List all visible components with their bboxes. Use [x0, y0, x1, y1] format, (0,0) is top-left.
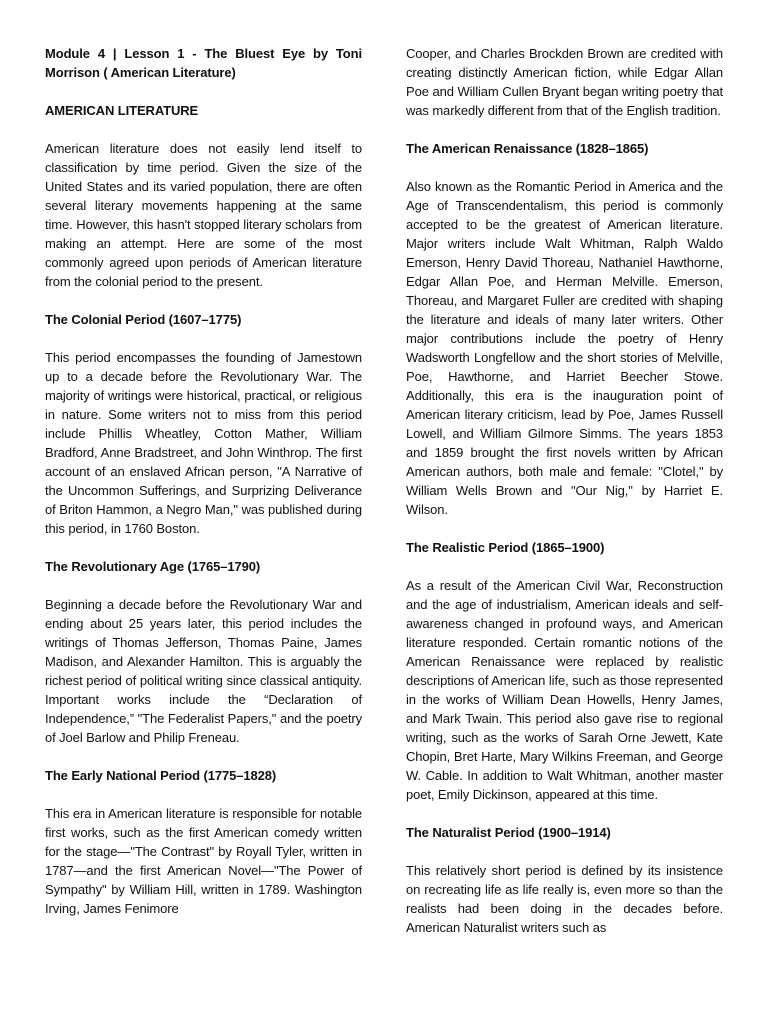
left-column — [45, 44, 362, 918]
section-heading-realistic: The Realistic Period (1865–1900) — [406, 540, 605, 555]
section-body-revolutionary: Beginning a decade before the Revolutionary War and ending about 25 years later, this period includes the writings of Thomas Jefferson, Thomas Paine, James Madison, and Alexander Hamilton. This is arguably the richest period of political writing since classical antiquity. Important works include the “Declaration of Independence,” "The Federalist Papers," and the poetry of Joel Barlow and Philip Freneau. — [45, 597, 362, 745]
section-body-colonial: This period encompasses the founding of Jamestown up to a decade before the Revolutionary War. The majority of writings were historical, practical, or religious in nature. Some writers not to miss from this period include Phillis Wheatley, Cotton Mather, William Bradford, Anne Bradstreet, and John Winthrop. The first account of an enslaved African person, "A Narrative of the Uncommon Sufferings, and Surprizing Deliverance of Briton Hammon, a Negro Man," was published during this period, in 1760 Boston. — [45, 350, 362, 536]
document-title: Module 4 | Lesson 1 - The Bluest Eye by Toni Morrison ( American Literature) — [45, 46, 362, 80]
section-heading-renaissance: The American Renaissance (1828–1865) — [406, 141, 649, 156]
section-heading-colonial: The Colonial Period (1607–1775) — [45, 312, 242, 327]
intro-paragraph: American literature does not easily lend itself to classification by time period. Given the size of the United States and its varied population, there are often several literary movements happening at the same time. However, this hasn't stopped literary scholars from making an attempt. Here are some of the most commonly agreed upon periods of American literature from the colonial period to the present. — [45, 141, 362, 289]
section-body-early-national-part2: Cooper, and Charles Brockden Brown are credited with creating distinctly American fiction, while Edgar Allan Poe and William Cullen Bryant began writing poetry that was markedly different from that of the English tradition. — [406, 46, 723, 118]
section-body-naturalist: This relatively short period is defined by its insistence on recreating life as life really is, even more so than the realists had been doing in the decades before. American Naturalist writers such as — [406, 863, 723, 935]
right-column — [406, 44, 723, 937]
section-heading-naturalist: The Naturalist Period (1900–1914) — [406, 825, 611, 840]
section-body-realistic: As a result of the American Civil War, Reconstruction and the age of industrialism, American ideals and self-awareness changed in profound ways, and American literature responded. Certain romantic notions of the American Renaissance were replaced by realistic descriptions of American life, such as those represented in the works of William Dean Howells, Henry James, and Mark Twain. This period also gave rise to regional writing, such as the works of Sarah Orne Jewett, Kate Chopin, Bret Harte, Mary Wilkins Freeman, and George W. Cable. In addition to Walt Whitman, another master poet, Emily Dickinson, appeared at this time. — [406, 578, 723, 802]
section-body-early-national-part1: This era in American literature is responsible for notable first works, such as the first American comedy written for the stage—"The Contrast" by Royall Tyler, written in 1787—and the first American Novel—"The Power of Sympathy" by William Hill, written in 1789. Washington Irving, James Fenimore — [45, 806, 362, 916]
section-heading-revolutionary: The Revolutionary Age (1765–1790) — [45, 559, 261, 574]
section-body-renaissance: Also known as the Romantic Period in America and the Age of Transcendentalism, this period is commonly accepted to be the greatest of American literature. Major writers include Walt Whitman, Ralph Waldo Emerson, Henry David Thoreau, Nathaniel Hawthorne, Edgar Allan Poe, and Herman Melville. Emerson, Thoreau, and Margaret Fuller are credited with shaping the literature and ideals of many later writers. Other major contributions include the poetry of Henry Wadsworth Longfellow and the short stories of Melville, Poe, Hawthorne, and Harriet Beecher Stowe. Additionally, this era is the inauguration point of American literary criticism, lead by Poe, James Russell Lowell, and William Gilmore Simms. The years 1853 and 1859 brought the first novels written by African American authors, both male and female: "Clotel," by William Wells Brown and "Our Nig," by Harriet E. Wilson. — [406, 179, 723, 517]
section-heading-early-national: The Early National Period (1775–1828) — [45, 768, 277, 783]
document-subtitle: AMERICAN LITERATURE — [45, 103, 199, 118]
